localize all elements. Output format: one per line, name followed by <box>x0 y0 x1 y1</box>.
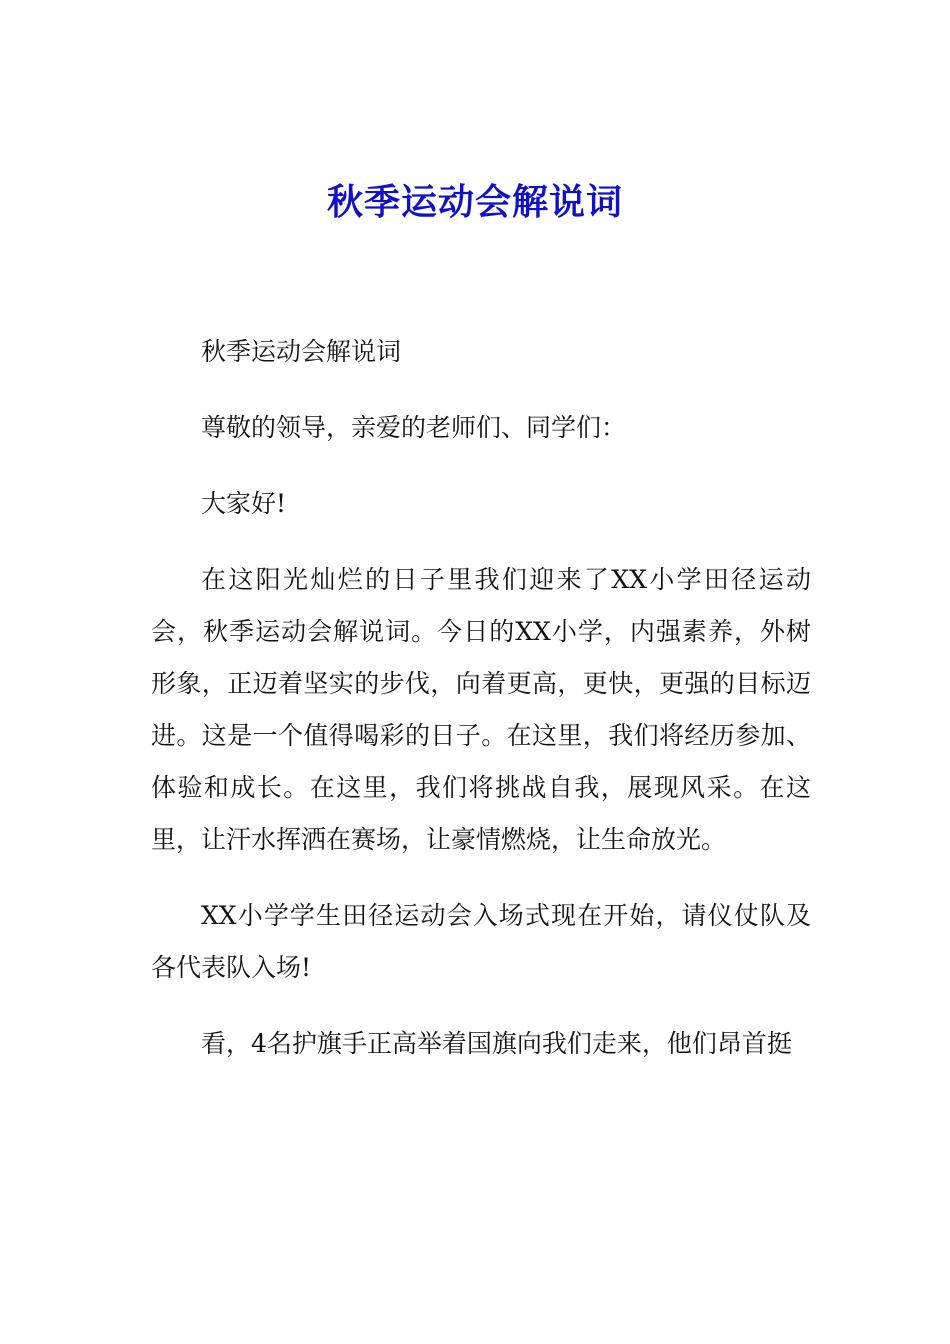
paragraph-ceremony: XX小学学生田径运动会入场式现在开始，请仪仗队及各代表队入场! <box>151 901 811 982</box>
document-title: 秋季运动会解说词 <box>326 181 623 223</box>
paragraph-greeting: 尊敬的领导，亲爱的老师们、同学们： <box>201 413 627 442</box>
paragraph-flag-bearers: 看，4名护旗手正高举着国旗向我们走来，他们昂首挺 <box>201 1029 792 1058</box>
paragraph-heading: 秋季运动会解说词 <box>201 337 402 366</box>
paragraph-hello: 大家好! <box>201 489 287 518</box>
paragraph-intro: 在这阳光灿烂的日子里我们迎来了XX小学田径运动会，秋季运动会解说词。今日的XX小学，内强素养，外树形象，正迈着坚实的步伐，向着更高，更快，更强的目标迈进。这是一个值得喝彩的日子。在这里，我们将经历参加、体验和成长。在这里，我们将挑战自我，展现风采。在这里，让汗水挥洒在赛场，让豪情燃烧，让生命放光。 <box>151 565 811 854</box>
document-body <box>151 326 811 1094</box>
